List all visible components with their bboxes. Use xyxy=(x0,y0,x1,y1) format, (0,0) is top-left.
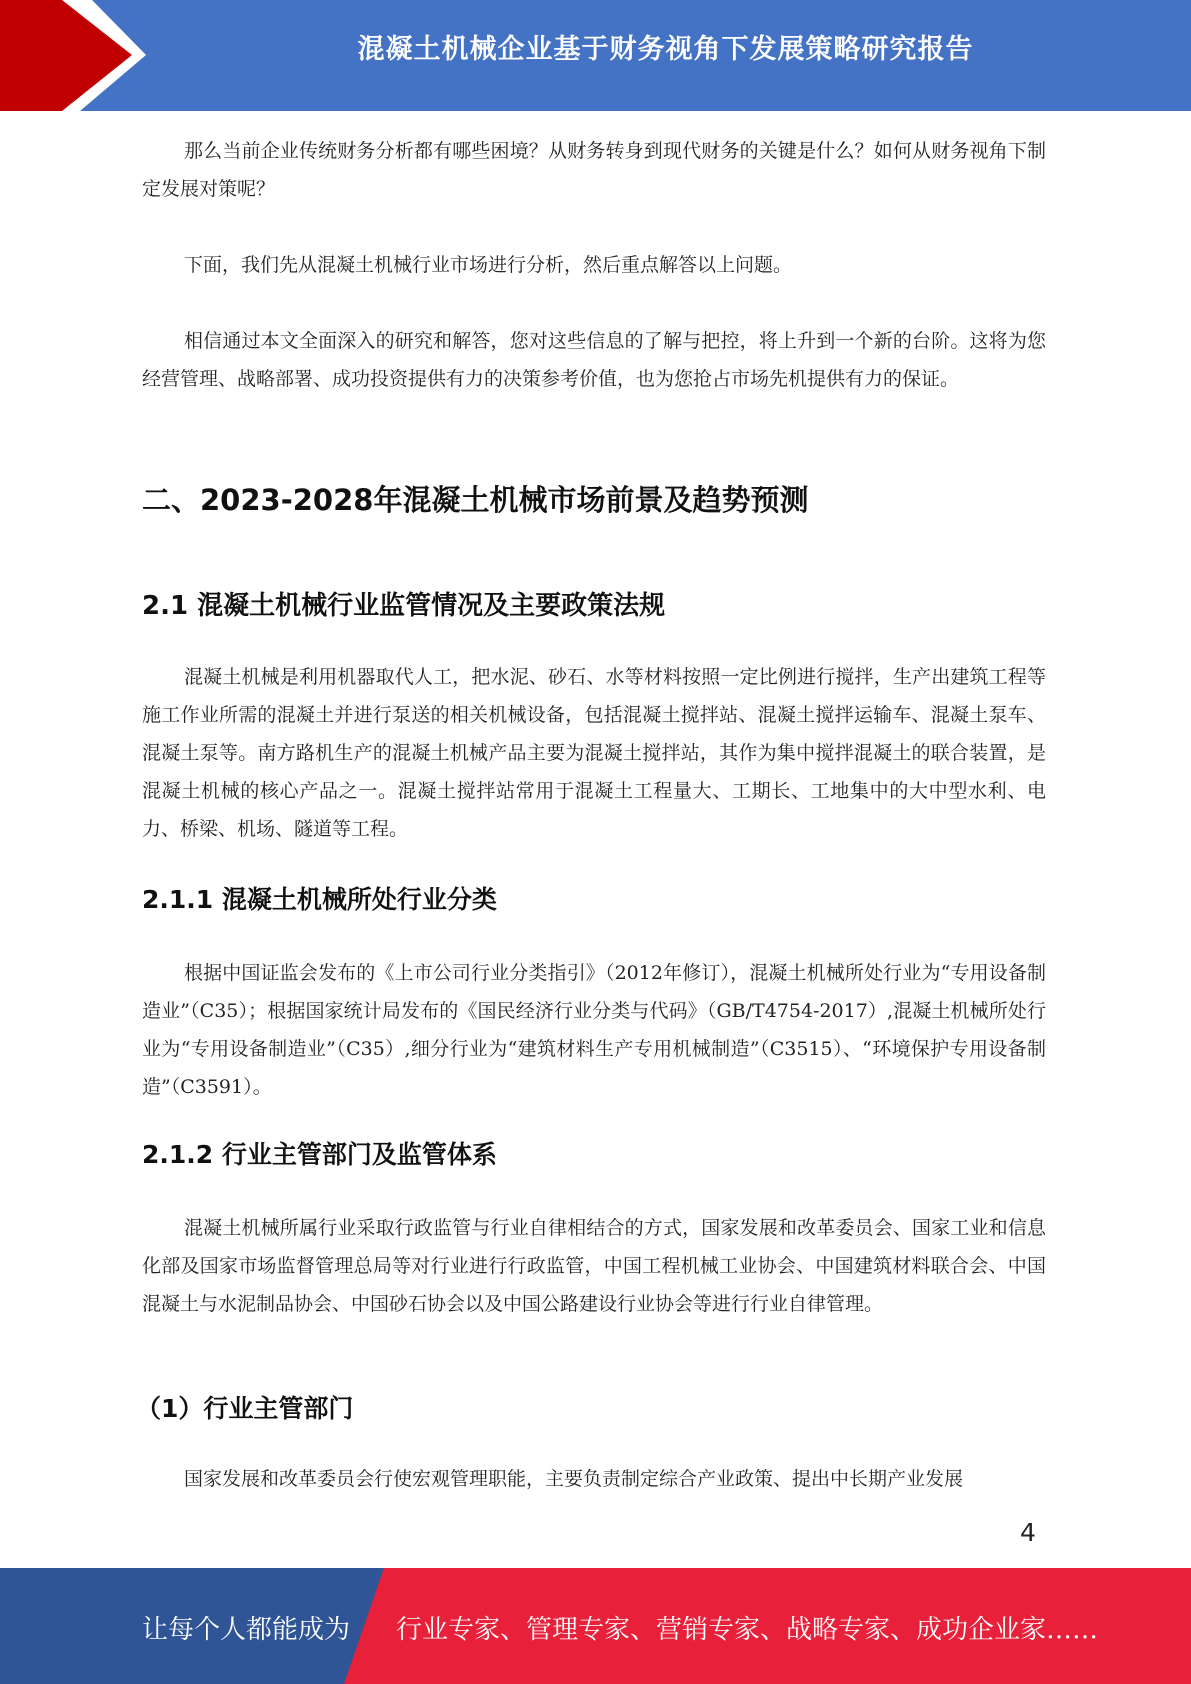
section-heading-2-1: 2.1 混凝土机械行业监管情况及主要政策法规 xyxy=(142,591,666,621)
paragraph-authority: 国家发展和改革委员会行使宏观管理职能，主要负责制定综合产业政策、提出中长期产业发展 xyxy=(184,1468,964,1490)
header-arrow-decoration xyxy=(0,0,160,111)
page-number: 4 xyxy=(1020,1518,1036,1547)
paragraph-intro-plan: 下面，我们先从混凝土机械行业市场进行分析，然后重点解答以上问题。 xyxy=(184,254,793,276)
subheading-authority: （1）行业主管部门 xyxy=(136,1394,354,1423)
paragraph-intro-questions: 那么当前企业传统财务分析都有哪些困境？从财务转身到现代财务的关键是什么？如何从财务视角下制定发展对策呢？ xyxy=(142,140,1046,200)
paragraph-intro-value: 相信通过本文全面深入的研究和解答，您对这些信息的了解与把控，将上升到一个新的台阶。这将为您经营管理、战略部署、成功投资提供有力的决策参考价值，也为您抢占市场先机提供有力的保证。 xyxy=(142,330,1046,390)
paragraph-regulatory-system: 混凝土机械所属行业采取行政监管与行业自律相结合的方式，国家发展和改革委员会、国家工业和信息化部及国家市场监督管理总局等对行业进行行政监管，中国工程机械工业协会、中国建筑材料联合会、中国混凝土与水泥制品协会、中国砂石协会以及中国公路建设行业协会等进行行业自律管理。 xyxy=(142,1217,1046,1315)
page-header xyxy=(0,0,1191,111)
page-footer xyxy=(0,1568,1191,1684)
header-title: 混凝土机械企业基于财务视角下发展策略研究报告 xyxy=(357,34,974,65)
section-heading-2-1-2: 2.1.2 行业主管部门及监管体系 xyxy=(142,1140,497,1169)
footer-slogan-right: 行业专家、管理专家、营销专家、战略专家、成功企业家…… xyxy=(396,1615,1099,1645)
section-heading-2: 二、2023-2028年混凝土机械市场前景及趋势预测 xyxy=(142,483,809,517)
paragraph-definition: 混凝土机械是利用机器取代人工，把水泥、砂石、水等材料按照一定比例进行搅拌，生产出建筑工程等施工作业所需的混凝土并进行泵送的相关机械设备，包括混凝土搅拌站、混凝土搅拌运输车、混凝土泵车、混凝土泵等。南方路机生产的混凝土机械产品主要为混凝土搅拌站，其作为集中搅拌混凝土的联合装置，是混凝土机械的核心产品之一。混凝土搅拌站常用于混凝土工程量大、工期长、工地集中的大中型水利、电力、桥梁、机场、隧道等工程。 xyxy=(142,666,1046,840)
section-heading-2-1-1: 2.1.1 混凝土机械所处行业分类 xyxy=(142,885,497,914)
paragraph-industry-classification: 根据中国证监会发布的《上市公司行业分类指引》（2012年修订），混凝土机械所处行业为“专用设备制造业”（C35）；根据国家统计局发布的《国民经济行业分类与代码》（GB/T4754-2017）,混凝土机械所处行业为“专用设备制造业”（C35）,细分行业为“建筑材料生产专用机械制造”（C3515）、“环境保护专用设备制造”（C3591）。 xyxy=(142,962,1046,1098)
footer-slogan-left: 让每个人都能成为 xyxy=(142,1615,351,1645)
